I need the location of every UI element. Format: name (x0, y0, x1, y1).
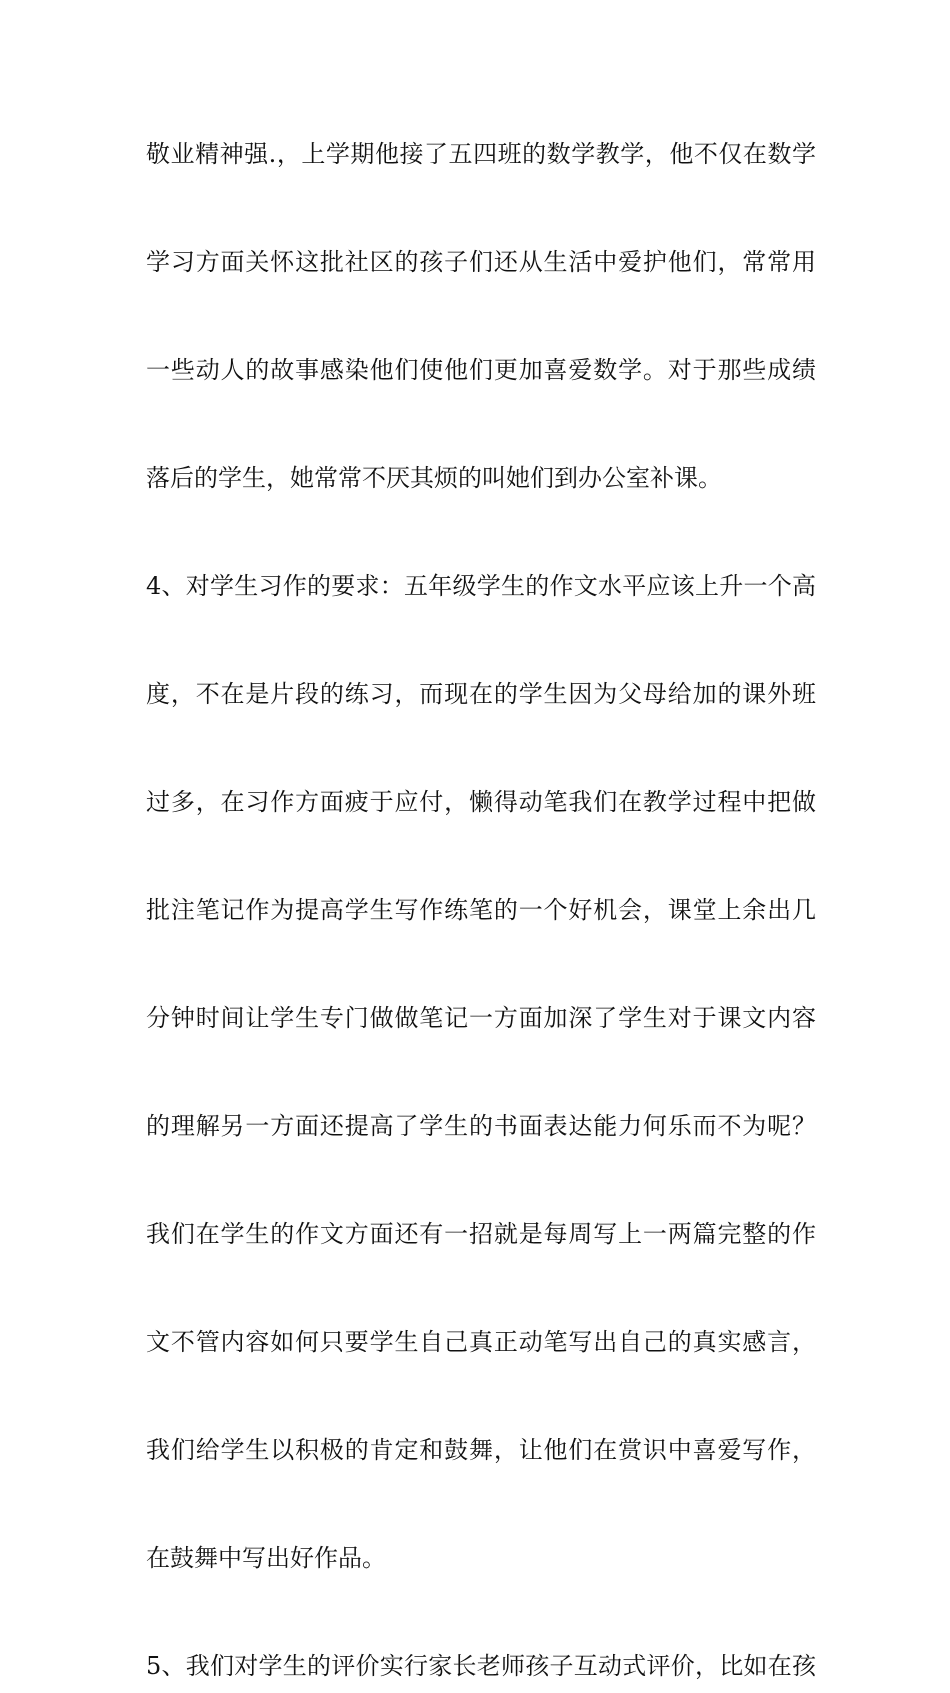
line-spacing (146, 721, 816, 775)
text-line: 4、对学生习作的要求：五年级学生的作文水平应该上升一个高 (146, 572, 816, 600)
line-spacing (146, 937, 816, 991)
line-spacing (146, 1369, 816, 1423)
text-line: 度，不在是片段的练习，而现在的学生因为父母给加的课外班 (146, 680, 816, 708)
line-spacing (146, 829, 816, 883)
text-line: 我们在学生的作文方面还有一招就是每周写上一两篇完整的作 (146, 1220, 816, 1248)
text-line: 过多，在习作方面疲于应付，懒得动笔我们在教学过程中把做 (146, 788, 816, 816)
line-spacing (146, 1477, 816, 1531)
text-line: 批注笔记作为提高学生写作练笔的一个好机会，课堂上余出几 (146, 896, 816, 924)
line-spacing (146, 613, 816, 667)
text-line: 我们给学生以积极的肯定和鼓舞，让他们在赏识中喜爱写作， (146, 1436, 816, 1464)
line-spacing (146, 1585, 816, 1639)
text-line: 在鼓舞中写出好作品。 (146, 1544, 386, 1572)
text-line: 5、我们对学生的评价实行家长老师孩子互动式评价，比如在孩 (146, 1652, 816, 1680)
text-line: 学习方面关怀这批社区的孩子们还从生活中爱护他们，常常用 (146, 248, 816, 276)
line-spacing (146, 1045, 816, 1099)
text-line: 分钟时间让学生专门做做笔记一方面加深了学生对于课文内容 (146, 1004, 816, 1032)
text-line: 敬业精神强.，上学期他接了五四班的数学教学，他不仅在数学 (146, 140, 816, 168)
line-spacing (146, 397, 816, 451)
text-line: 落后的学生，她常常不厌其烦的叫她们到办公室补课。 (146, 464, 722, 492)
line-spacing (146, 1153, 816, 1207)
body-text (146, 127, 816, 1693)
line-spacing (146, 1261, 816, 1315)
text-line: 文不管内容如何只要学生自己真正动笔写出自己的真实感言， (146, 1328, 816, 1356)
line-spacing (146, 505, 816, 559)
text-line: 的理解另一方面还提高了学生的书面表达能力何乐而不为呢？ (146, 1112, 816, 1140)
line-spacing (146, 181, 816, 235)
line-spacing (146, 289, 816, 343)
text-line: 一些动人的故事感染他们使他们更加喜爱数学。对于那些成绩 (146, 356, 816, 384)
